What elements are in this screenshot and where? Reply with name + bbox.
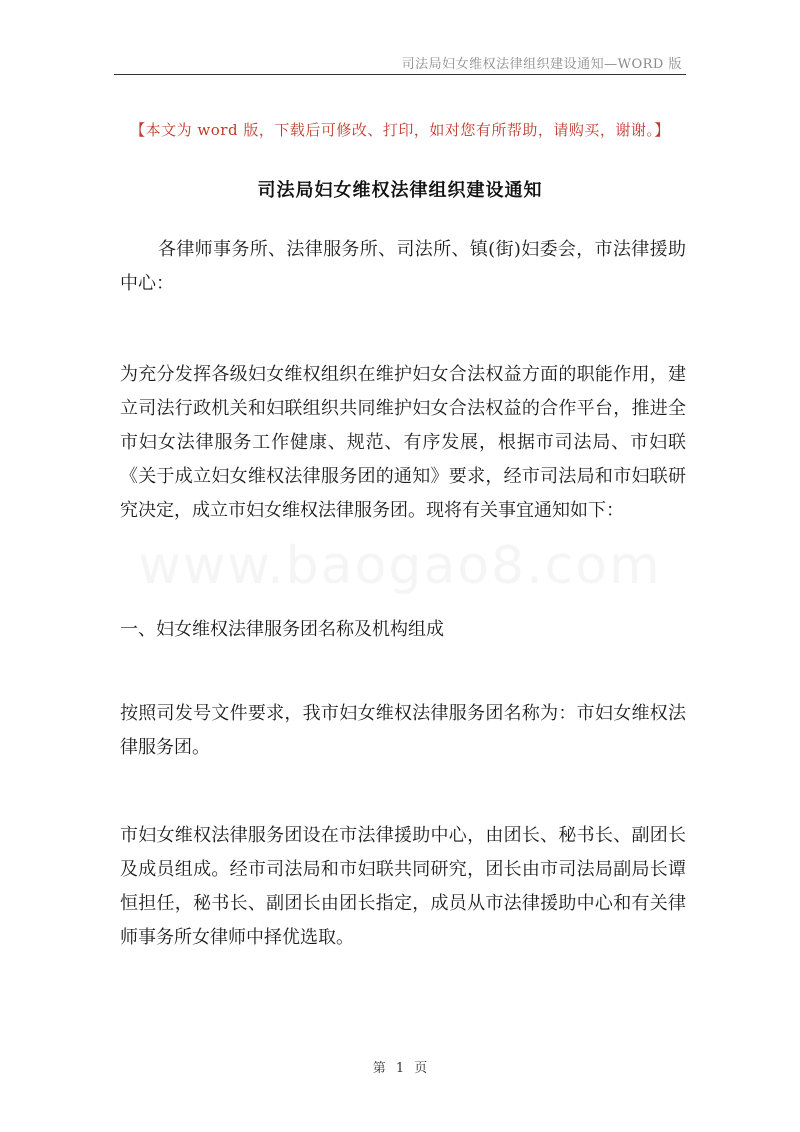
body-paragraph-3: 市妇女维权法律服务团设在市法律援助中心，由团长、秘书长、副团长及成员组成。经市司法局和市妇联共同研究，团长由市司法局副局长谭恒担任，秘书长、副团长由团长指定，成员从市法律援助中心和有关律师事务所女律师中择优选取。 — [120, 825, 686, 948]
footer-suffix: 页 — [414, 1061, 428, 1076]
page-footer — [0, 1057, 800, 1076]
watermark-text: www.baogao8.com — [138, 536, 662, 596]
header-divider — [114, 74, 686, 75]
body-paragraph-2: 按照司发号文件要求，我市妇女维权法律服务团名称为：市妇女维权法律服务团。 — [120, 703, 686, 758]
body-paragraph-1: 为充分发挥各级妇女维权组织在维护妇女合法权益方面的职能作用，建立司法行政机关和妇联组织共同维护妇女合法权益的合作平台，推进全市妇女法律服务工作健康、规范、有序发展，根据市司法局、市妇联《关于成立妇女维权法律服务团的通知》要求，经市司法局和市妇联研究决定，成立市妇女维权法律服务团。现将有关事宜通知如下： — [120, 364, 686, 521]
promo-notice: 【本文为 word 版，下载后可修改、打印，如对您有所帮助，请购买，谢谢。】 — [130, 121, 670, 139]
running-header: 司法局妇女维权法律组织建设通知—WORD 版 — [401, 57, 682, 72]
document-title: 司法局妇女维权法律组织建设通知 — [257, 180, 543, 201]
footer-prefix: 第 — [372, 1061, 386, 1076]
page-number: 1 — [395, 1061, 405, 1076]
addressee-paragraph: 各律师事务所、法律服务所、司法所、镇(街)妇委会，市法律援助中心： — [120, 239, 686, 294]
section-heading-1: 一、妇女维权法律服务团名称及机构组成 — [120, 619, 444, 640]
